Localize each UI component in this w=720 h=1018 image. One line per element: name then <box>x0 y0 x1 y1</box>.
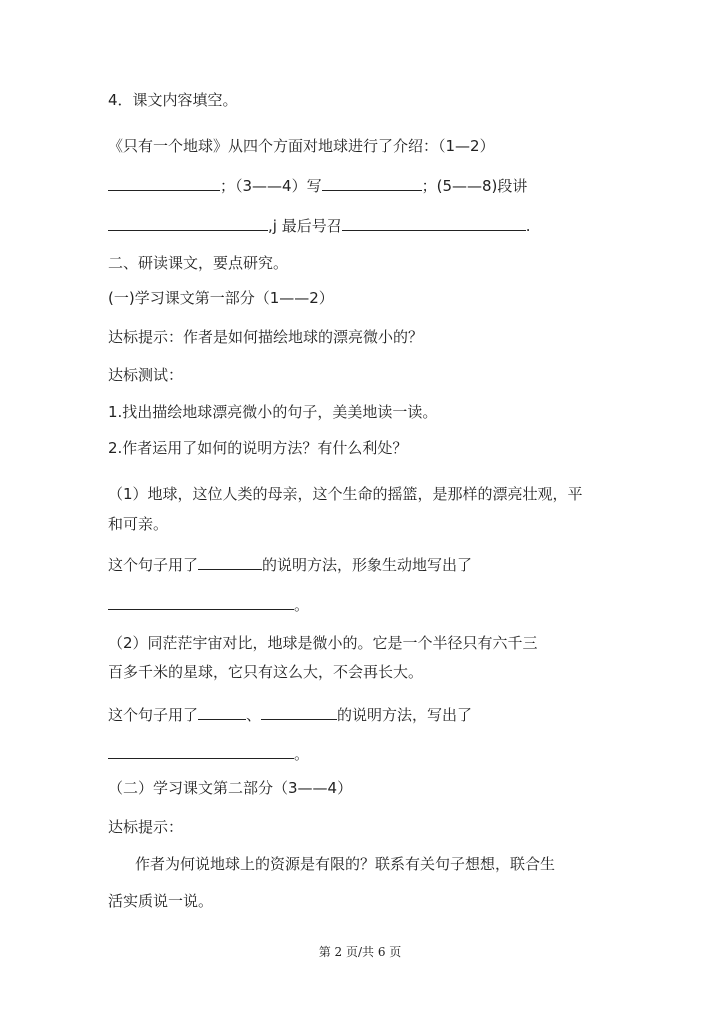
answer-line-1 <box>108 553 472 575</box>
test-label: 达标测试： <box>108 366 184 384</box>
quote-2-cont: 百多千米的星球，它只有这么大，不会再长大。 <box>108 663 424 681</box>
text: ,j 最后号召 <box>268 217 342 235</box>
blank-field[interactable] <box>198 553 262 570</box>
text: 这个句子用了 <box>108 556 199 574</box>
quote-1: （1）地球，这位人类的母亲，这个生命的摇篮，是那样的漂亮壮观，平 <box>108 485 583 503</box>
fill-line-3 <box>108 214 531 236</box>
blank-field[interactable] <box>108 174 220 191</box>
section-heading-4: 4．课文内容填空。 <box>108 91 238 109</box>
text: . <box>525 217 531 235</box>
hint-question-cont: 活实质说一说。 <box>108 892 214 910</box>
text: ；（3——4）写 <box>220 177 322 195</box>
blank-field[interactable] <box>322 174 422 191</box>
fill-intro: 《只有一个地球》从四个方面对地球进行了介绍：（1—2） <box>108 137 495 155</box>
blank-field[interactable] <box>261 703 337 720</box>
subsection-heading-2: （二）学习课文第二部分（3——4） <box>108 779 353 797</box>
text: 的说明方法，写出了 <box>337 706 473 724</box>
answer-line-3 <box>108 703 472 725</box>
answer-line-2 <box>108 593 309 615</box>
page-footer: 第 2 页/共 6 页 <box>318 945 402 959</box>
quote-1-cont: 和可亲。 <box>108 515 169 533</box>
section-heading-2: 二、研读课文，要点研究。 <box>108 254 289 272</box>
text: 的说明方法，形象生动地写出了 <box>262 556 473 574</box>
text: 。 <box>294 596 310 614</box>
blank-field[interactable] <box>342 214 526 231</box>
blank-field[interactable] <box>198 703 246 720</box>
blank-field[interactable] <box>108 742 294 759</box>
subsection-heading-1: (一)学习课文第一部分（1——2） <box>108 289 334 307</box>
quote-2: （2）同茫茫宇宙对比，地球是微小的。它是一个半径只有六千三 <box>108 634 538 652</box>
blank-field[interactable] <box>108 593 294 610</box>
answer-line-4 <box>108 742 309 764</box>
hint-question: 作者为何说地球上的资源是有限的？联系有关句子想想，联合生 <box>135 855 556 873</box>
text: ；(5——8)段讲 <box>421 177 528 195</box>
fill-line-2 <box>108 174 527 196</box>
hint-label: 达标提示： <box>108 818 184 836</box>
hint-text: 达标提示：作者是如何描绘地球的漂亮微小的？ <box>108 328 424 346</box>
blank-field[interactable] <box>108 214 268 231</box>
text: 。 <box>294 745 310 763</box>
text: 这个句子用了 <box>108 706 199 724</box>
question-2: 2.作者运用了如何的说明方法？有什么利处？ <box>108 439 408 457</box>
question-1: 1.找出描绘地球漂亮微小的句子，美美地读一读。 <box>108 403 438 421</box>
text: 、 <box>246 706 262 724</box>
